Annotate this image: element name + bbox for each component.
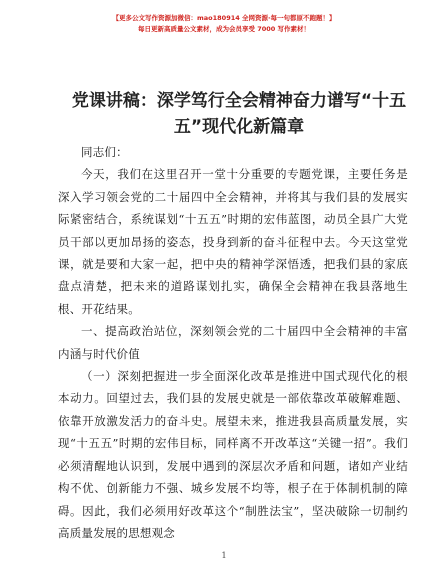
promo-banner	[0, 13, 448, 35]
promo-line-1: 【更多公文写作资源加微信：mao180914 全网资源·每一句都原不跑题！】	[112, 14, 336, 22]
page-number: 1	[221, 551, 227, 560]
paragraph-intro: 今天，我们在这里召开一堂十分重要的专题党课，主要任务是深入学习领会党的二十届四中全会精神，并将其与我们县的发展实际紧密结合，系统谋划“十五五”时期的宏伟蓝图，动员全县广大党员干部以更加昂扬的姿态，投身到新的奋斗征程中去。今天这堂党课，就是要和大家一起，把中央的精神学深悟透，把我们县的家底盘点清楚，把未来的道路谋划扎实，确保全会精神在我县落地生根、开花结果。	[58, 167, 408, 316]
salutation: 同志们：	[81, 145, 128, 159]
document-body	[58, 141, 408, 544]
section-heading-1: 一、提高政治站位，深刻领会党的二十届四中全会精神的丰富内涵与时代价值	[58, 324, 408, 361]
paragraph-subsection-1: （一）深刻把握进一步全面深化改革是推进中国式现代化的根本动力。回望过去，我们县的发展史就是一部依靠改革破解难题、依靠开放激发活力的奋斗史。展望未来，推进我县高质量发展，实现“十五五”时期的宏伟目标，同样离不开改革这“关键一招”。我们必须清醒地认识到，发展中遇到的深层次矛盾和问题，诸如产业结构不优、创新能力不强、城乡发展不均等，根子在于体制机制的障碍。因此，我们必须用好改革这个“制胜法宝”，坚决破除一切制约高质量发展的思想观念	[58, 369, 408, 540]
document-title: 党课讲稿：深学笃行全会精神奋力谱写“十五五”现代化新篇章	[71, 91, 407, 137]
promo-line-2: 每日更新高质量公文素材，成为会员享受 7000 写作素材！	[137, 25, 311, 33]
